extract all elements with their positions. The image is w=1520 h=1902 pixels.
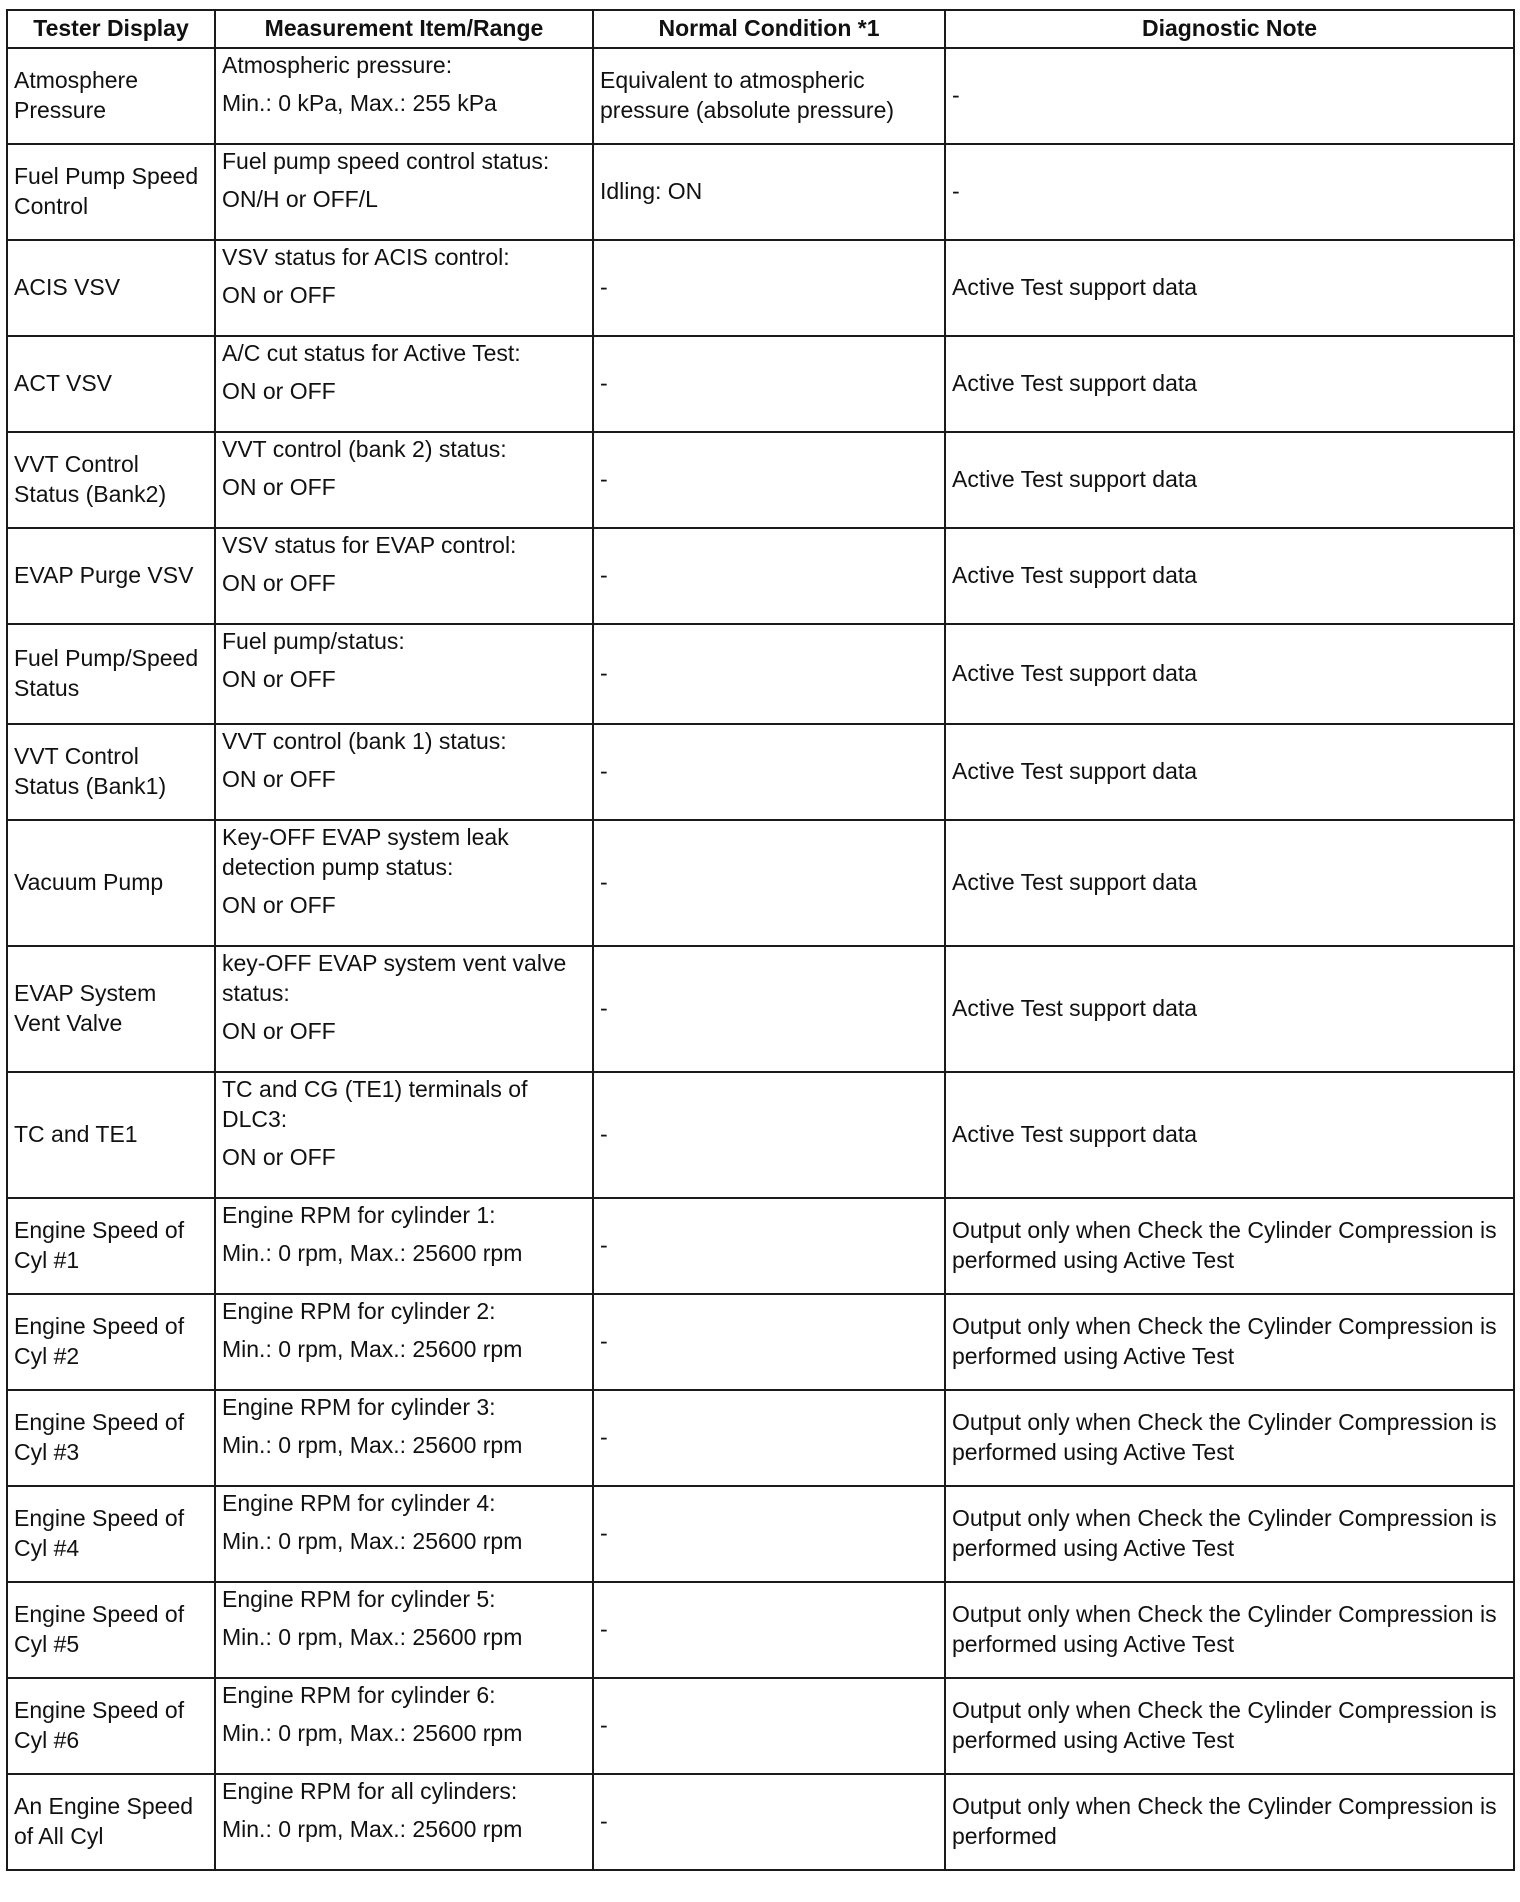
measurement-item-spacer — [222, 883, 586, 891]
table-row — [7, 240, 1514, 336]
measurement-item-spacer — [222, 657, 586, 665]
header-tester-display: Tester Display — [7, 10, 215, 48]
measurement-item-cell — [215, 48, 593, 144]
measurement-item-label: VVT control (bank 2) status: — [222, 436, 507, 462]
diagnostic-note-cell: Active Test support data — [945, 240, 1514, 336]
measurement-item-spacer — [222, 757, 586, 765]
header-diagnostic-note: Diagnostic Note — [945, 10, 1514, 48]
measurement-item-spacer — [222, 1807, 586, 1815]
tester-display-cell: EVAP Purge VSV — [7, 528, 215, 624]
normal-condition-cell: - — [593, 1582, 945, 1678]
measurement-item-cell — [215, 1072, 593, 1198]
measurement-item-label: TC and CG (TE1) terminals of DLC3: — [222, 1076, 528, 1132]
measurement-range-label: ON or OFF — [222, 569, 336, 596]
table-row — [7, 48, 1514, 144]
measurement-item-spacer — [222, 1615, 586, 1623]
measurement-item-spacer — [222, 1519, 586, 1527]
normal-condition-cell: - — [593, 1486, 945, 1582]
measurement-range-label: Min.: 0 kPa, Max.: 255 kPa — [222, 89, 497, 116]
tester-display-cell: Engine Speed of Cyl #2 — [7, 1294, 215, 1390]
tester-display-cell: Fuel Pump/Speed Status — [7, 624, 215, 724]
header-measurement-item: Measurement Item/Range — [215, 10, 593, 48]
table-row — [7, 724, 1514, 820]
tester-display-cell: Engine Speed of Cyl #1 — [7, 1198, 215, 1294]
measurement-range-label: Min.: 0 rpm, Max.: 25600 rpm — [222, 1239, 523, 1266]
measurement-item-cell — [215, 724, 593, 820]
measurement-item-cell — [215, 1774, 593, 1870]
tester-display-cell: Engine Speed of Cyl #4 — [7, 1486, 215, 1582]
table-row — [7, 1072, 1514, 1198]
measurement-range-label: ON or OFF — [222, 281, 336, 308]
measurement-item-spacer — [222, 1231, 586, 1239]
measurement-item-label: VSV status for ACIS control: — [222, 244, 510, 270]
normal-condition-cell: - — [593, 528, 945, 624]
diagnostic-note-cell: Active Test support data — [945, 624, 1514, 724]
measurement-range-label: ON or OFF — [222, 765, 336, 792]
measurement-range-label: ON or OFF — [222, 377, 336, 404]
measurement-item-spacer — [222, 369, 586, 377]
measurement-item-cell — [215, 240, 593, 336]
diagnostic-note-cell: - — [945, 48, 1514, 144]
tester-display-cell: EVAP System Vent Valve — [7, 946, 215, 1072]
measurement-item-cell — [215, 1198, 593, 1294]
table-row — [7, 1486, 1514, 1582]
data-list-table-container — [6, 9, 1513, 1871]
measurement-item-cell — [215, 528, 593, 624]
diagnostic-note-cell: Output only when Check the Cylinder Compression is performed using Active Test — [945, 1390, 1514, 1486]
normal-condition-cell: - — [593, 240, 945, 336]
normal-condition-cell: Idling: ON — [593, 144, 945, 240]
tester-display-cell: Vacuum Pump — [7, 820, 215, 946]
table-row — [7, 820, 1514, 946]
normal-condition-cell: - — [593, 624, 945, 724]
measurement-item-spacer — [222, 81, 586, 89]
measurement-item-label: Engine RPM for cylinder 3: — [222, 1394, 496, 1420]
measurement-item-label: Engine RPM for cylinder 2: — [222, 1298, 496, 1324]
table-row — [7, 336, 1514, 432]
measurement-range-label: Min.: 0 rpm, Max.: 25600 rpm — [222, 1335, 523, 1362]
table-row — [7, 528, 1514, 624]
tester-display-cell: Engine Speed of Cyl #3 — [7, 1390, 215, 1486]
measurement-item-cell — [215, 1294, 593, 1390]
table-row — [7, 1198, 1514, 1294]
measurement-item-spacer — [222, 273, 586, 281]
measurement-item-cell — [215, 946, 593, 1072]
measurement-item-spacer — [222, 177, 586, 185]
measurement-item-spacer — [222, 1711, 586, 1719]
normal-condition-cell: - — [593, 1198, 945, 1294]
diagnostic-note-cell: Output only when Check the Cylinder Compression is performed using Active Test — [945, 1198, 1514, 1294]
normal-condition-cell: - — [593, 1678, 945, 1774]
table-row — [7, 432, 1514, 528]
measurement-item-label: Engine RPM for cylinder 5: — [222, 1586, 496, 1612]
measurement-range-label: ON or OFF — [222, 891, 336, 918]
measurement-item-cell — [215, 1486, 593, 1582]
measurement-item-label: Engine RPM for cylinder 6: — [222, 1682, 496, 1708]
diagnostic-note-cell: Active Test support data — [945, 724, 1514, 820]
normal-condition-cell: - — [593, 1390, 945, 1486]
normal-condition-cell: Equivalent to atmospheric pressure (absolute pressure) — [593, 48, 945, 144]
table-row — [7, 1294, 1514, 1390]
measurement-item-spacer — [222, 1135, 586, 1143]
diagnostic-note-cell: - — [945, 144, 1514, 240]
measurement-range-label: ON or OFF — [222, 473, 336, 500]
normal-condition-cell: - — [593, 1774, 945, 1870]
measurement-item-label: Engine RPM for all cylinders: — [222, 1778, 518, 1804]
tester-display-cell: ACIS VSV — [7, 240, 215, 336]
measurement-item-cell — [215, 1582, 593, 1678]
measurement-range-label: ON/H or OFF/L — [222, 185, 378, 212]
measurement-item-label: VVT control (bank 1) status: — [222, 728, 507, 754]
measurement-item-label: Engine RPM for cylinder 4: — [222, 1490, 496, 1516]
diagnostic-note-cell: Output only when Check the Cylinder Compression is performed using Active Test — [945, 1294, 1514, 1390]
tester-display-cell: Engine Speed of Cyl #6 — [7, 1678, 215, 1774]
measurement-item-cell — [215, 624, 593, 724]
measurement-item-label: A/C cut status for Active Test: — [222, 340, 521, 366]
measurement-item-spacer — [222, 1009, 586, 1017]
table-row — [7, 1678, 1514, 1774]
measurement-range-label: Min.: 0 rpm, Max.: 25600 rpm — [222, 1623, 523, 1650]
header-normal-condition: Normal Condition *1 — [593, 10, 945, 48]
diagnostic-note-cell: Output only when Check the Cylinder Compression is performed using Active Test — [945, 1486, 1514, 1582]
measurement-item-spacer — [222, 465, 586, 473]
measurement-range-label: ON or OFF — [222, 665, 336, 692]
tester-display-cell: Fuel Pump Speed Control — [7, 144, 215, 240]
measurement-item-cell — [215, 1390, 593, 1486]
diagnostic-note-cell: Active Test support data — [945, 336, 1514, 432]
measurement-item-spacer — [222, 561, 586, 569]
measurement-item-cell — [215, 144, 593, 240]
measurement-item-cell — [215, 1678, 593, 1774]
table-header-row — [7, 10, 1514, 48]
measurement-item-cell — [215, 820, 593, 946]
diagnostic-note-cell: Output only when Check the Cylinder Compression is performed — [945, 1774, 1514, 1870]
tester-display-cell: Engine Speed of Cyl #5 — [7, 1582, 215, 1678]
measurement-item-spacer — [222, 1327, 586, 1335]
table-row — [7, 946, 1514, 1072]
normal-condition-cell: - — [593, 1294, 945, 1390]
diagnostic-note-cell: Active Test support data — [945, 820, 1514, 946]
normal-condition-cell: - — [593, 946, 945, 1072]
table-row — [7, 1774, 1514, 1870]
measurement-item-spacer — [222, 1423, 586, 1431]
diagnostic-note-cell: Active Test support data — [945, 1072, 1514, 1198]
diagnostic-note-cell: Active Test support data — [945, 528, 1514, 624]
diagnostic-note-cell: Active Test support data — [945, 946, 1514, 1072]
measurement-item-cell — [215, 336, 593, 432]
table-row — [7, 624, 1514, 724]
tester-display-cell: ACT VSV — [7, 336, 215, 432]
tester-display-cell: VVT Control Status (Bank2) — [7, 432, 215, 528]
data-list-table — [6, 9, 1515, 1871]
normal-condition-cell: - — [593, 820, 945, 946]
tester-display-cell: An Engine Speed of All Cyl — [7, 1774, 215, 1870]
measurement-range-label: ON or OFF — [222, 1143, 336, 1170]
tester-display-cell: VVT Control Status (Bank1) — [7, 724, 215, 820]
measurement-item-label: Key-OFF EVAP system leak detection pump status: — [222, 824, 509, 880]
normal-condition-cell: - — [593, 336, 945, 432]
tester-display-cell: Atmosphere Pressure — [7, 48, 215, 144]
diagnostic-note-cell: Output only when Check the Cylinder Compression is performed using Active Test — [945, 1678, 1514, 1774]
measurement-item-cell — [215, 432, 593, 528]
measurement-range-label: Min.: 0 rpm, Max.: 25600 rpm — [222, 1527, 523, 1554]
measurement-item-label: VSV status for EVAP control: — [222, 532, 517, 558]
normal-condition-cell: - — [593, 724, 945, 820]
measurement-range-label: Min.: 0 rpm, Max.: 25600 rpm — [222, 1719, 523, 1746]
measurement-item-label: Engine RPM for cylinder 1: — [222, 1202, 496, 1228]
diagnostic-note-cell: Active Test support data — [945, 432, 1514, 528]
table-row — [7, 1582, 1514, 1678]
diagnostic-note-cell: Output only when Check the Cylinder Compression is performed using Active Test — [945, 1582, 1514, 1678]
tester-display-cell: TC and TE1 — [7, 1072, 215, 1198]
normal-condition-cell: - — [593, 432, 945, 528]
normal-condition-cell: - — [593, 1072, 945, 1198]
measurement-item-label: Fuel pump/status: — [222, 628, 405, 654]
measurement-item-label: key-OFF EVAP system vent valve status: — [222, 950, 567, 1006]
table-row — [7, 144, 1514, 240]
measurement-item-label: Atmospheric pressure: — [222, 52, 453, 78]
measurement-range-label: Min.: 0 rpm, Max.: 25600 rpm — [222, 1815, 523, 1842]
measurement-range-label: ON or OFF — [222, 1017, 336, 1044]
measurement-item-label: Fuel pump speed control status: — [222, 148, 550, 174]
table-row — [7, 1390, 1514, 1486]
measurement-range-label: Min.: 0 rpm, Max.: 25600 rpm — [222, 1431, 523, 1458]
